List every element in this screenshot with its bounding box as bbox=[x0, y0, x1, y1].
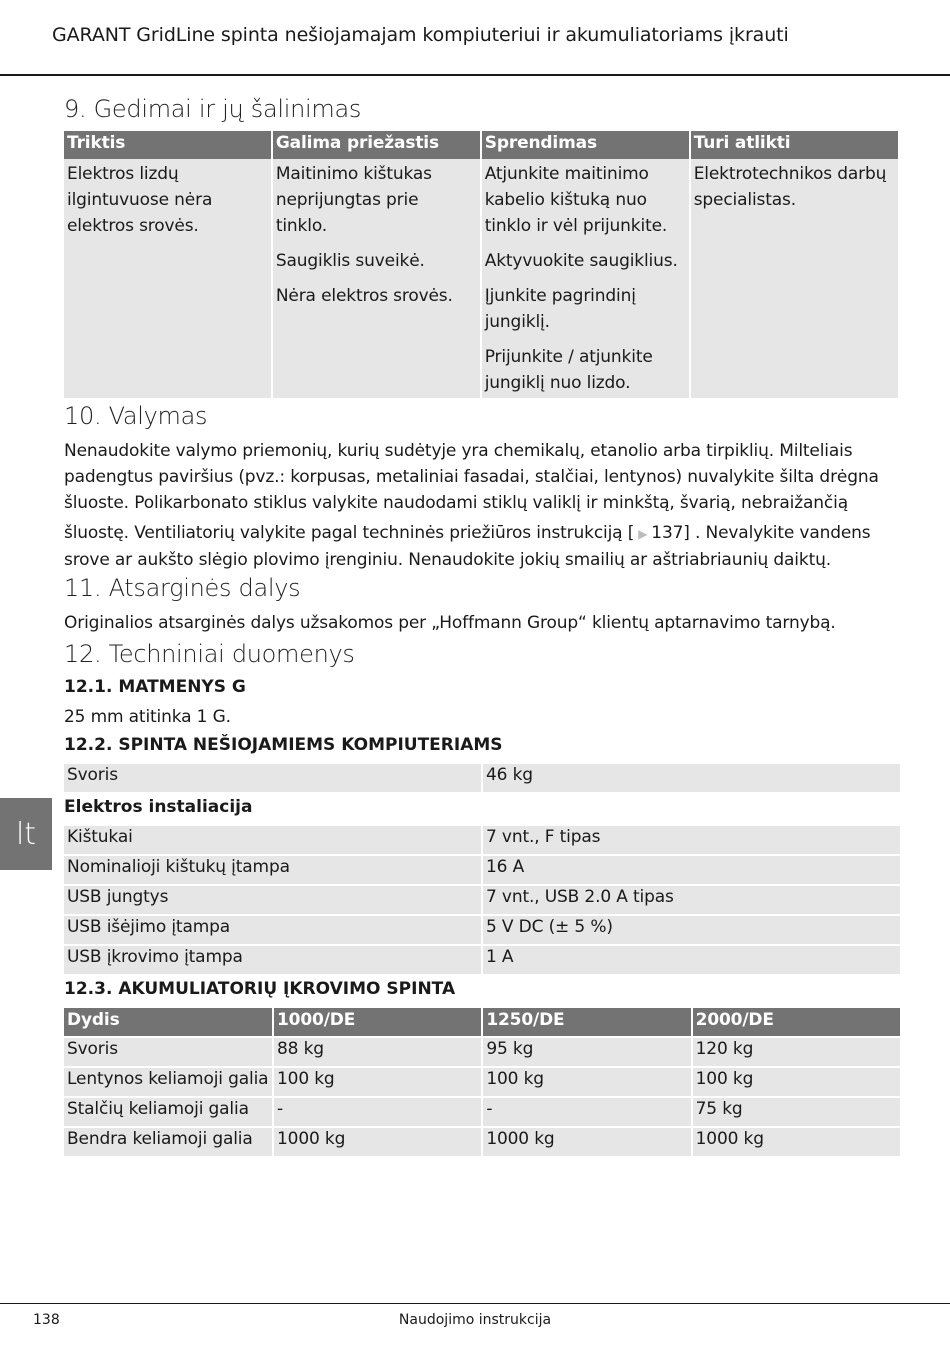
table-cell: 120 kg bbox=[693, 1038, 900, 1066]
cross-reference-link[interactable]: 137] . Nevalykite vandens bbox=[651, 523, 871, 543]
subsection-12-1-heading: 12.1. MATMENYS G bbox=[64, 677, 246, 697]
solution-line: jungiklį nuo lizdo. bbox=[484, 373, 631, 393]
table-cell: 100 kg bbox=[693, 1068, 900, 1096]
table-cell: Bendra keliamoji galia bbox=[64, 1128, 272, 1156]
section-12-heading: 12. Techniniai duomenys bbox=[64, 640, 355, 668]
table-cell: 100 kg bbox=[483, 1068, 690, 1096]
table-row bbox=[64, 946, 900, 974]
laptop-cabinet-weight-table bbox=[62, 762, 902, 794]
table-cell: 100 kg bbox=[274, 1068, 481, 1096]
spec-label: Nominalioji kištukų įtampa bbox=[64, 856, 481, 884]
table-row bbox=[64, 856, 900, 884]
cross-reference-arrow-icon: ▶ bbox=[638, 527, 648, 541]
spec-value: 16 A bbox=[483, 856, 900, 884]
cause-line: neprijungtas prie bbox=[275, 190, 419, 210]
text-line: Nenaudokite valymo priemonių, kurių sudėtyje yra chemikalų, etanolio arba tirpiklių. Milteliais bbox=[64, 441, 853, 461]
table-cell: Stalčių keliamoji galia bbox=[64, 1098, 272, 1126]
fault-line: ilgintuvuose nėra bbox=[67, 190, 213, 210]
section-9-heading: 9. Gedimai ir jų šalinimas bbox=[64, 95, 362, 123]
spec-label: Kištukai bbox=[64, 826, 481, 854]
column-header: 2000/DE bbox=[693, 1008, 900, 1036]
column-header-cause: Galima priežastis bbox=[273, 131, 480, 159]
text-line: šluoste. Polikarbonato stiklus valykite naudodami stiklų valiklį ir minkštą, švarią, nebraižančią bbox=[64, 493, 848, 513]
spec-label: USB išėjimo įtampa bbox=[64, 916, 481, 944]
solution-line: Įjunkite pagrindinį bbox=[484, 286, 636, 306]
column-header: 1250/DE bbox=[483, 1008, 690, 1036]
table-cell: Svoris bbox=[64, 1038, 272, 1066]
table-row bbox=[64, 1038, 900, 1066]
table-row bbox=[64, 764, 900, 792]
footer-divider bbox=[0, 1303, 950, 1304]
responsible-line: Elektrotechnikos darbų bbox=[693, 164, 887, 184]
section-10-heading: 10. Valymas bbox=[64, 402, 208, 430]
footer-document-title: Naudojimo instrukcija bbox=[398, 1312, 552, 1328]
table-cell: 88 kg bbox=[274, 1038, 481, 1066]
table-row bbox=[64, 916, 900, 944]
spec-value: 5 V DC (± 5 %) bbox=[483, 916, 900, 944]
responsible-cell bbox=[691, 159, 898, 398]
section-11-heading: 11. Atsarginės dalys bbox=[64, 574, 301, 602]
column-header: Dydis bbox=[64, 1008, 272, 1036]
table-cell: 1000 kg bbox=[693, 1128, 900, 1156]
cause-line: Saugiklis suveikė. bbox=[275, 251, 425, 271]
fault-line: elektros srovės. bbox=[67, 216, 199, 236]
table-row bbox=[64, 1068, 900, 1096]
electrical-spec-table bbox=[62, 824, 902, 976]
electrical-installation-heading: Elektros instaliacija bbox=[64, 797, 253, 817]
table-cell: Lentynos keliamoji galia bbox=[64, 1068, 272, 1096]
cause-line: tinklo. bbox=[275, 216, 328, 236]
cleaning-paragraph bbox=[64, 438, 904, 573]
table-cell: 1000 kg bbox=[483, 1128, 690, 1156]
dimensions-text: 25 mm atitinka 1 G. bbox=[64, 707, 231, 727]
table-header-row bbox=[64, 1008, 900, 1036]
solution-line: kabelio kištuką nuo bbox=[484, 190, 647, 210]
solution-line: jungiklį. bbox=[484, 312, 550, 332]
responsible-line: specialistas. bbox=[693, 190, 796, 210]
cause-cell bbox=[273, 159, 480, 398]
column-header-fault: Triktis bbox=[64, 131, 271, 159]
battery-cabinet-table bbox=[62, 1006, 902, 1158]
text-line: srove ar aukšto slėgio plovimo įrenginiu. Nenaudokite jokių smailių ar aštriabriaunių daiktų. bbox=[64, 550, 831, 570]
page-number: 138 bbox=[33, 1312, 60, 1328]
spec-value: 7 vnt., F tipas bbox=[483, 826, 900, 854]
table-cell: 75 kg bbox=[693, 1098, 900, 1126]
solution-cell bbox=[482, 159, 689, 398]
document-header-title: GARANT GridLine spinta nešiojamajam kompiuteriui ir akumuliatoriams įkrauti bbox=[52, 24, 789, 46]
column-header: 1000/DE bbox=[274, 1008, 481, 1036]
table-row bbox=[64, 826, 900, 854]
subsection-12-2-heading: 12.2. SPINTA NEŠIOJAMIEMS KOMPIUTERIAMS bbox=[64, 735, 503, 755]
spec-label: USB jungtys bbox=[64, 886, 481, 914]
solution-line: tinklo ir vėl prijunkite. bbox=[484, 216, 668, 236]
spec-value: 7 vnt., USB 2.0 A tipas bbox=[483, 886, 900, 914]
spec-value: 1 A bbox=[483, 946, 900, 974]
language-tab: lt bbox=[0, 798, 52, 870]
table-row bbox=[64, 1128, 900, 1156]
text-line: padengtus paviršius (pvz.: korpusas, metaliniai fasadai, stalčiai, lentynos) nuvalykite šilta drėgna bbox=[64, 467, 879, 487]
column-header-solution: Sprendimas bbox=[482, 131, 689, 159]
fault-line: Elektros lizdų bbox=[67, 164, 179, 184]
fault-cell bbox=[64, 159, 271, 398]
troubleshooting-table bbox=[62, 131, 900, 398]
spec-label: USB įkrovimo įtampa bbox=[64, 946, 481, 974]
table-cell: - bbox=[483, 1098, 690, 1126]
table-row bbox=[64, 1098, 900, 1126]
text-segment: šluostę. Ventiliatorių valykite pagal techninės priežiūros instrukciją [ bbox=[64, 523, 635, 543]
table-cell: - bbox=[274, 1098, 481, 1126]
table-cell: 95 kg bbox=[483, 1038, 690, 1066]
solution-line: Aktyvuokite saugiklius. bbox=[484, 251, 678, 271]
spec-label: Svoris bbox=[64, 764, 481, 792]
spec-value: 46 kg bbox=[483, 764, 900, 792]
cause-line: Nėra elektros srovės. bbox=[275, 286, 453, 306]
subsection-12-3-heading: 12.3. AKUMULIATORIŲ ĮKROVIMO SPINTA bbox=[64, 979, 456, 999]
table-row bbox=[64, 886, 900, 914]
spare-parts-text: Originalios atsarginės dalys užsakomos per „Hoffmann Group“ klientų aptarnavimo tarnybą. bbox=[64, 613, 836, 633]
solution-line: Atjunkite maitinimo bbox=[484, 164, 649, 184]
solution-line: Prijunkite / atjunkite bbox=[484, 347, 653, 367]
text-line-with-ref bbox=[64, 520, 904, 547]
cause-line: Maitinimo kištukas bbox=[275, 164, 432, 184]
column-header-responsible: Turi atlikti bbox=[691, 131, 898, 159]
header-divider bbox=[0, 74, 950, 76]
table-cell: 1000 kg bbox=[274, 1128, 481, 1156]
